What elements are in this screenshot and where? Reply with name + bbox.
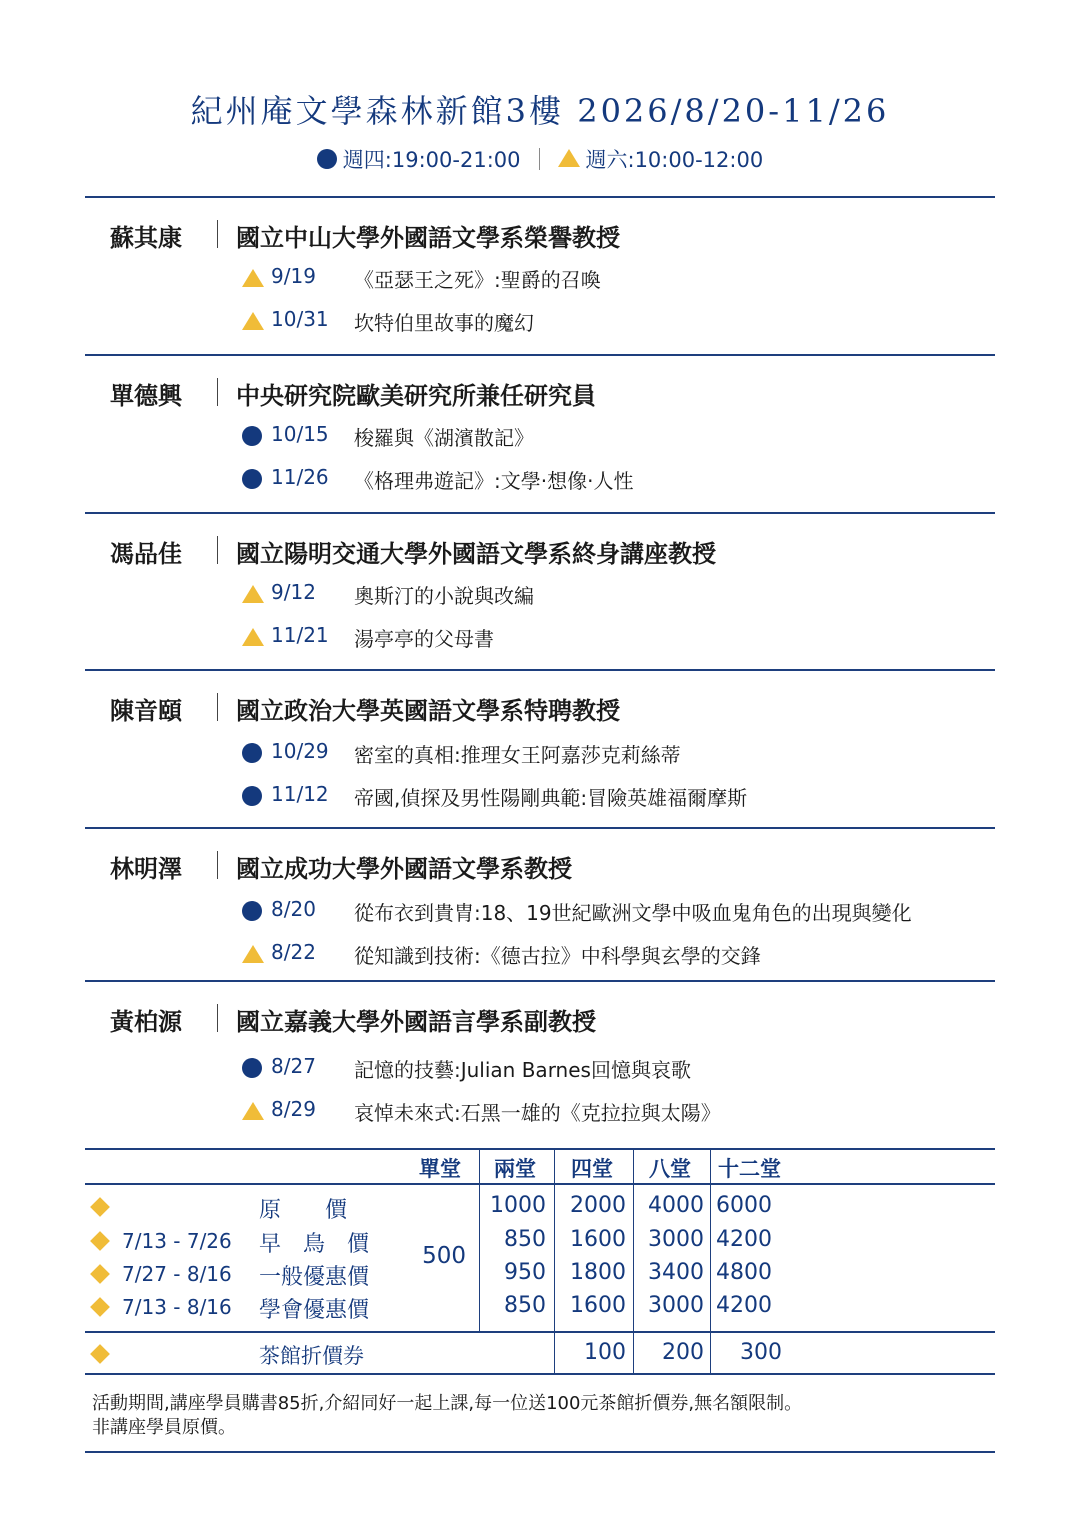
price-value: 3000 [648,1227,704,1252]
lecture-date: 11/26 [271,465,329,489]
circle-marker-icon [242,743,262,763]
section-divider [85,669,995,671]
lecture-topic: 從知識到技術:《德古拉》中科學與玄學的交鋒 [354,944,761,968]
triangle-marker-icon [242,269,264,287]
speaker-title: 國立成功大學外國語文學系教授 [236,855,572,883]
lecture-topic: 湯亭亭的父母書 [354,627,494,651]
speaker-name: 單德興 [110,382,182,410]
triangle-marker-icon [242,628,264,646]
lecture-date: 11/21 [271,623,329,647]
lecture-topic: 從布衣到貴胄:18、19世紀歐洲文學中吸血鬼角色的出現與變化 [354,901,912,925]
lecture-date: 10/29 [271,739,329,763]
page-title: 紀州庵文學森林新館3樓 2026/8/20-11/26 [190,92,890,130]
speaker-title: 國立嘉義大學外國語言學系副教授 [236,1008,596,1036]
section-divider [85,196,995,198]
lecture-topic: 帝國,偵探及男性陽剛典範:冒險英雄福爾摩斯 [354,786,748,810]
circle-marker-icon [242,469,262,489]
price-value: 1600 [570,1293,626,1318]
speaker-title: 國立陽明交通大學外國語文學系終身講座教授 [236,540,716,568]
diamond-bullet-icon [90,1297,110,1317]
lecture-topic: 奧斯汀的小說與改編 [354,584,534,608]
lecture-date: 8/20 [271,897,316,921]
price-value: 3400 [648,1260,704,1285]
diamond-bullet-icon [90,1231,110,1251]
lecture-date: 10/31 [271,307,329,331]
pricing-voucher-rule [85,1331,995,1333]
price-period: 7/27 - 8/16 [122,1262,232,1286]
diamond-bullet-icon [90,1197,110,1217]
lecture-date: 8/22 [271,940,316,964]
price-value: 950 [504,1260,546,1285]
price-value: 1800 [570,1260,626,1285]
lecture-date: 10/15 [271,422,329,446]
price-value: 4200 [716,1227,772,1252]
speaker-name: 黃柏源 [110,1008,182,1036]
schedule-legend [0,144,1080,174]
price-value: 4800 [716,1260,772,1285]
lecture-date: 9/12 [271,580,316,604]
speaker-name: 蘇其康 [110,224,182,252]
speaker-divider [217,693,218,721]
voucher-value-four: 100 [584,1340,626,1365]
header-single: 單堂 [419,1157,461,1181]
price-label: 一般優惠價 [259,1265,370,1290]
price-value: 850 [504,1293,546,1318]
header-four: 四堂 [571,1157,613,1181]
lecture-topic: 密室的真相:推理女王阿嘉莎克莉絲蒂 [354,743,681,767]
header-two: 兩堂 [494,1157,536,1181]
lecture-topic: 坎特伯里故事的魔幻 [354,311,534,335]
lecture-topic: 梭羅與《湖濱散記》 [354,426,534,450]
col-divider [633,1148,634,1374]
col-divider [479,1148,480,1331]
section-divider [85,354,995,356]
price-value: 3000 [648,1293,704,1318]
price-label: 原 價 [259,1198,348,1223]
speaker-divider [217,220,218,248]
pricing-header-rule [85,1183,995,1185]
triangle-marker-icon [242,1102,264,1120]
triangle-marker-icon [242,312,264,330]
header-eight: 八堂 [649,1157,691,1181]
speaker-name: 陳音頤 [110,697,182,725]
section-divider [85,512,995,514]
price-period: 7/13 - 7/26 [122,1229,232,1253]
circle-marker-icon [242,786,262,806]
speaker-title: 國立中山大學外國語文學系榮譽教授 [236,224,620,252]
lecture-topic: 《格理弗遊記》:文學·想像·人性 [354,469,634,493]
lecture-date: 8/29 [271,1097,316,1121]
saturday-schedule: 週六:10:00-12:00 [585,148,764,172]
section-divider [85,827,995,829]
price-label: 早 鳥 價 [259,1232,370,1257]
legend-divider [539,148,540,170]
thursday-schedule: 週四:19:00-21:00 [342,148,521,172]
voucher-value-eight: 200 [662,1340,704,1365]
speaker-divider [217,1004,218,1032]
lecture-topic: 記憶的技藝:Julian Barnes回憶與哀歌 [354,1058,691,1082]
speaker-name: 馮品佳 [110,540,182,568]
speaker-title: 中央研究院歐美研究所兼任研究員 [236,382,596,410]
col-divider [710,1148,711,1374]
price-value: 850 [504,1227,546,1252]
speaker-title: 國立政治大學英國語文學系特聘教授 [236,697,620,725]
col-divider [554,1148,555,1374]
speaker-divider [217,851,218,879]
price-value: 4200 [716,1293,772,1318]
lecture-topic: 《亞瑟王之死》:聖爵的召喚 [354,268,601,292]
price-value: 6000 [716,1193,772,1218]
pricing-bottom-rule [85,1373,995,1375]
triangle-marker-icon [558,149,580,167]
voucher-label: 茶館折價券 [259,1344,364,1368]
section-divider [85,980,995,982]
price-value: 1000 [490,1193,546,1218]
lecture-date: 8/27 [271,1054,316,1078]
diamond-bullet-icon [90,1264,110,1284]
speaker-divider [217,536,218,564]
single-price: 500 [422,1243,466,1269]
diamond-bullet-icon [90,1344,110,1364]
triangle-marker-icon [242,585,264,603]
circle-marker-icon [242,426,262,446]
voucher-value-twelve: 300 [740,1340,782,1365]
footer-rule [85,1451,995,1453]
speaker-name: 林明澤 [110,855,182,883]
price-label: 學會優惠價 [259,1298,370,1323]
lecture-topic: 哀悼未來式:石黑一雄的《克拉拉與太陽》 [354,1101,721,1125]
price-period: 7/13 - 8/16 [122,1295,232,1319]
price-value: 1600 [570,1227,626,1252]
price-value: 4000 [648,1193,704,1218]
note-line-1: 活動期間,講座學員購書85折,介紹同好一起上課,每一位送100元茶館折價券,無名額限制。 [92,1393,803,1414]
speaker-divider [217,378,218,406]
circle-marker-icon [242,1058,262,1078]
pricing-top-rule [85,1148,995,1150]
lecture-date: 11/12 [271,782,329,806]
price-value: 2000 [570,1193,626,1218]
header-twelve: 十二堂 [718,1157,781,1181]
note-line-2: 非講座學員原價。 [92,1417,236,1438]
triangle-marker-icon [242,945,264,963]
circle-marker-icon [317,149,337,169]
circle-marker-icon [242,901,262,921]
lecture-date: 9/19 [271,264,316,288]
